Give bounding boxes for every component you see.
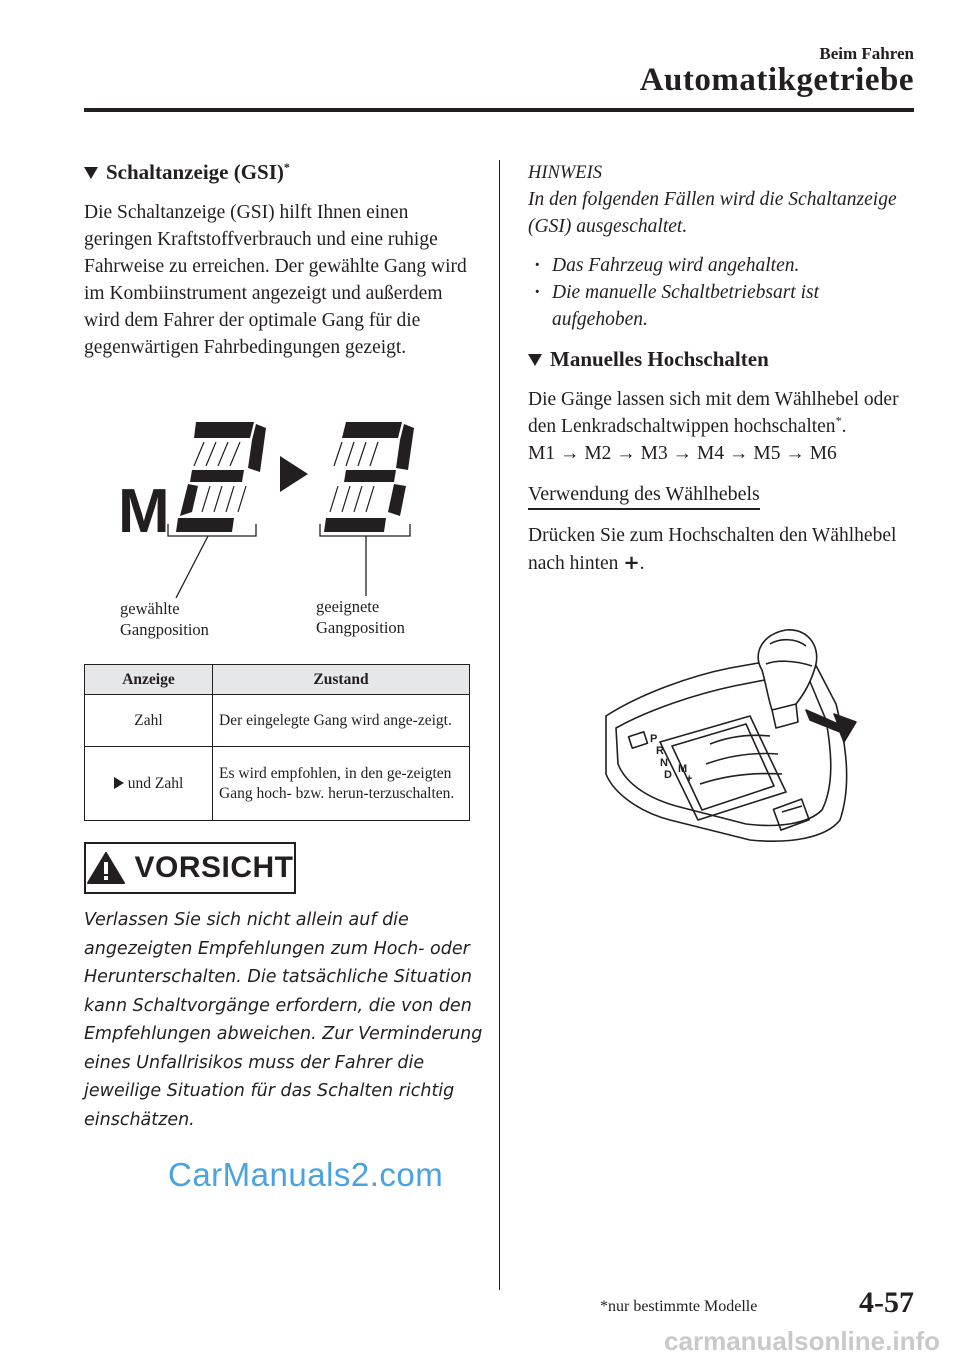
gsi-intro-paragraph: Die Schaltanzeige (GSI) hilft Ihnen einen geringen Kraftstoffverbrauch und eine ruhige Fahrweise zu erreichen. Der gewählte Gang wird im Kombiinstrument angezeigt und außerdem wird dem Fahrer der optimale Gang für die gegenwärtigen Fahrbedingungen gezeigt.: [84, 202, 467, 358]
note-title: HINWEIS: [528, 163, 602, 183]
label-selected-gear: gewählte Gangposition: [120, 599, 209, 639]
svg-text:D: D: [664, 769, 672, 781]
upshift-paragraph: Die Gänge lassen sich mit dem Wählhebel oder den Lenkradschaltwippen hochschalten*.: [528, 389, 899, 437]
svg-text:+: +: [686, 773, 693, 785]
header-rule: [84, 108, 914, 112]
right-column: [528, 160, 918, 577]
section-heading-manual-upshift: [528, 347, 918, 372]
svg-text:N: N: [660, 757, 668, 769]
label-suitable-gear: geeignete Gangposition: [316, 597, 405, 637]
warning-triangle-icon: [86, 851, 126, 885]
list-item: · Die manuelle Schaltbetriebsart ist aufgehoben.: [532, 279, 918, 333]
target-gear-digit: [324, 422, 414, 532]
warning-text: Verlassen Sie sich nicht allein auf die angezeigten Empfehlungen zum Hoch- oder Herunterschalten. Die tatsächliche Situation kann Schaltvorgänge erfordern, die von den Empfehlungen abweichen. Zur Verminderung eines Unfallrisikos muss der Fahrer die jeweilige Situation für das Schalten richtig einschätzen.: [84, 910, 483, 1130]
selector-lever-figure: [600, 624, 862, 846]
left-column: [84, 160, 474, 361]
watermark-logo: CarManuals2.com: [168, 1156, 444, 1193]
shift-arrow-icon: [280, 456, 308, 492]
table-row: [85, 747, 470, 821]
table-cell-state: Es wird empfohlen, in den ge-zeigten Gang hoch- bzw. herun-terzuschalten.: [213, 747, 470, 821]
triangle-down-icon: [84, 167, 98, 179]
plus-icon: +: [623, 551, 640, 574]
play-arrow-icon: [114, 777, 124, 789]
gsi-indicator-table: [84, 664, 470, 821]
table-header-indicator: Anzeige: [85, 665, 213, 695]
note-intro: In den folgenden Fällen wird die Schaltanzeige (GSI) ausgeschaltet.: [528, 189, 897, 237]
table-cell-indicator: und Zahl: [85, 747, 213, 821]
svg-text:P: P: [650, 733, 658, 745]
warning-banner: [84, 842, 296, 894]
table-cell-indicator: Zahl: [85, 695, 213, 747]
section-heading-gsi: [84, 160, 474, 185]
column-divider: [499, 160, 500, 1290]
gsi-display-figure: [84, 412, 474, 652]
footnote-mark: *: [835, 413, 842, 428]
table-row: [85, 695, 470, 747]
section-title: Beim Fahren: [819, 44, 914, 63]
footnote: *nur bestimmte Modelle: [600, 1298, 758, 1315]
table-header-state: Zustand: [213, 665, 470, 695]
footnote-mark: *: [283, 160, 290, 174]
chapter-title: Automatikgetriebe: [639, 62, 914, 98]
list-item: · Das Fahrzeug wird angehalten.: [532, 252, 918, 279]
note-list: [528, 252, 918, 333]
svg-text:M: M: [678, 763, 688, 775]
current-gear-digit: [176, 422, 266, 532]
svg-text:R: R: [656, 745, 664, 757]
site-watermark: carmanualsonline.info: [664, 1326, 940, 1356]
selector-lever-paragraph: Drücken Sie zum Hochschalten den Wählhebel nach hinten +.: [528, 525, 897, 574]
mode-letter: M: [118, 477, 170, 546]
callout-brackets: [168, 524, 410, 598]
gear-sequence: M1 → M2 → M3 → M4 → M5 → M6: [528, 443, 837, 464]
page-number: 4-57: [859, 1286, 914, 1319]
warning-title: VORSICHT: [134, 851, 294, 884]
subheading-selector-lever: Verwendung des Wählhebels: [528, 481, 760, 510]
table-cell-state: Der eingelegte Gang wird ange-zeigt.: [213, 695, 470, 747]
heading-text: Schaltanzeige (GSI): [106, 160, 284, 184]
triangle-down-icon: [528, 354, 542, 366]
heading-text: Manuelles Hochschalten: [550, 347, 769, 371]
selector-lever-illustration: [600, 624, 862, 846]
